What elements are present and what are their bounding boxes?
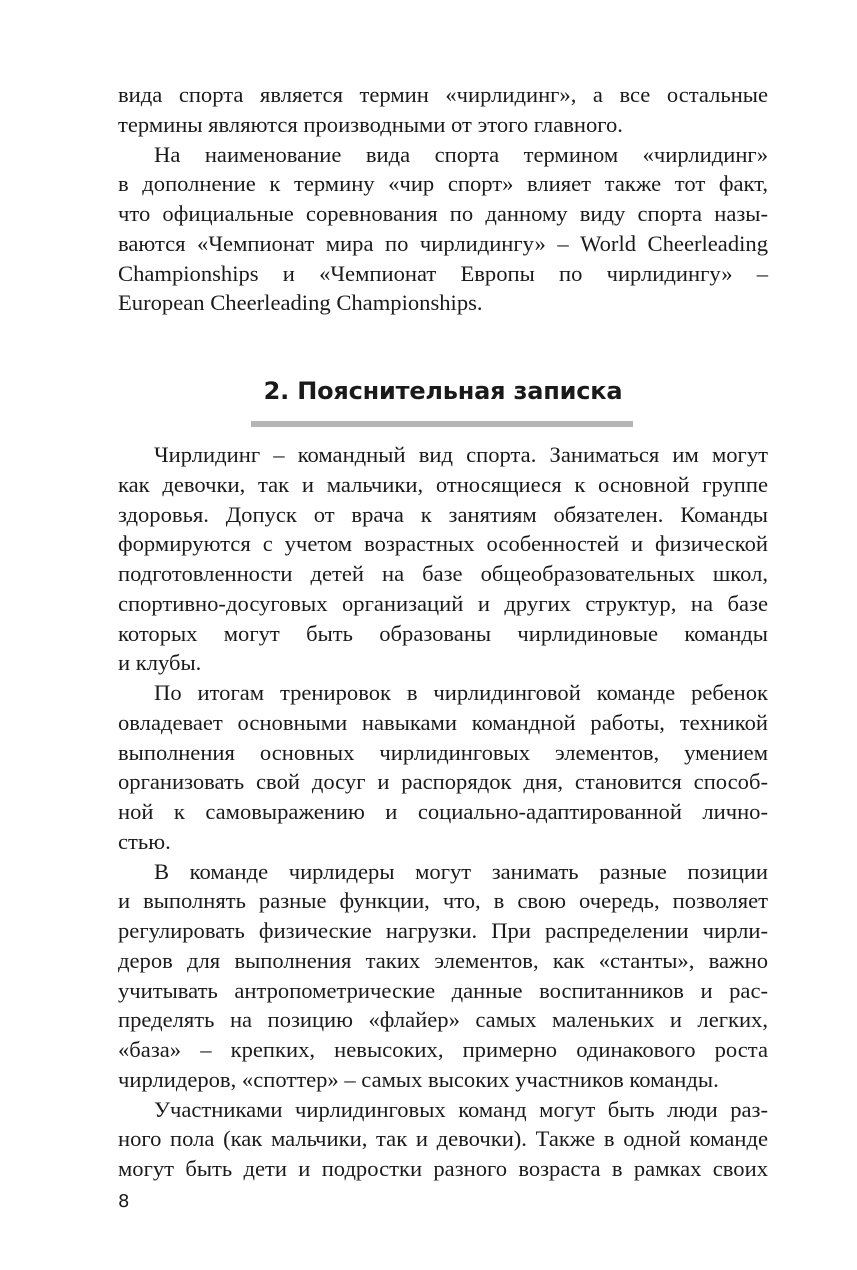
intro-paragraph-2: [118, 140, 768, 319]
text-line: Championships и «Чемпионат Европы по чирлидингу» –: [118, 260, 768, 286]
text-line: подготовленности детей на базе общеобразовательных школ,: [118, 561, 768, 586]
text-line: формируются с учетом возрастных особенностей и физической: [118, 531, 768, 557]
text-line: регулировать физические нагрузки. При распределении чирли-: [118, 918, 768, 943]
text-line: спортивно-досуговых организаций и других структур, на базе: [118, 590, 768, 616]
body-paragraph-4: [118, 1095, 768, 1184]
intro-paragraph-1: [118, 80, 768, 140]
text-line: ваются «Чемпионат мира по чирлидингу» – World Cheerleading: [118, 230, 768, 256]
body-paragraph-1: [118, 440, 768, 678]
text-line: учитывать антропометрические данные воспитанников и рас-: [118, 977, 768, 1003]
text-line: могут быть дети и подростки разного возраста в рамках своих: [118, 1156, 768, 1181]
text-line: организовать свой досуг и распорядок дня, становится способ-: [118, 769, 768, 795]
text-line: вида спорта является термин «чирлидинг», а все остальные: [118, 82, 768, 107]
text-line: пределять на позицию «флайер» самых маленьких и легких,: [118, 1007, 768, 1033]
text-line: что официальные соревнования по данному виду спорта назы-: [118, 201, 768, 226]
text-line: и выполнять разные функции, что, в свою очередь, позволяет: [118, 888, 768, 914]
text-line: ного пола (как мальчики, так и девочки). Также в одной команде: [118, 1126, 768, 1152]
text-line: European Cheerleading Championships.: [118, 290, 483, 316]
section-body: [118, 440, 768, 1184]
body-paragraph-3: [118, 857, 768, 1095]
text-line: как девочки, так и мальчики, относящиеся к основной группе: [118, 471, 768, 497]
heading-underline: [251, 421, 633, 427]
text-line: Чирлидинг – командный вид спорта. Заниматься им могут: [154, 442, 768, 467]
text-line: овладевает основными навыками командной работы, техникой: [118, 709, 768, 735]
page-number: 8: [118, 1191, 130, 1212]
text-line: стью.: [118, 828, 171, 854]
intro-text: [118, 80, 768, 318]
text-line: На наименование вида спорта термином «чирлидинг»: [154, 141, 768, 167]
text-line: ной к самовыражению и социально-адаптированной лично-: [118, 799, 768, 824]
text-line: термины являются производными от этого главного.: [118, 111, 623, 137]
text-line: В команде чирлидеры могут занимать разные позиции: [154, 858, 768, 884]
body-paragraph-2: [118, 678, 768, 857]
text-line: и клубы.: [118, 650, 202, 676]
text-line: которых могут быть образованы чирлидиновые команды: [118, 620, 768, 646]
text-line: «база» – крепких, невысоких, примерно одинакового роста: [118, 1037, 768, 1062]
text-line: деров для выполнения таких элементов, как «станты», важно: [118, 947, 768, 973]
text-line: По итогам тренировок в чирлидинговой команде ребенок: [154, 680, 768, 705]
text-line: здоровья. Допуск от врача к занятиям обязателен. Команды: [118, 501, 768, 527]
text-line: выполнения основных чирлидинговых элементов, умением: [118, 739, 768, 765]
text-line: Участниками чирлидинговых команд могут быть люди раз-: [154, 1096, 768, 1122]
section-heading: 2. Пояснительная записка: [263, 377, 623, 405]
section-heading-block: [118, 371, 768, 411]
text-line: чирлидеров, «споттер» – самых высоких участников команды.: [118, 1066, 719, 1092]
text-line: в дополнение к термину «чир спорт» влияет также тот факт,: [118, 171, 768, 197]
